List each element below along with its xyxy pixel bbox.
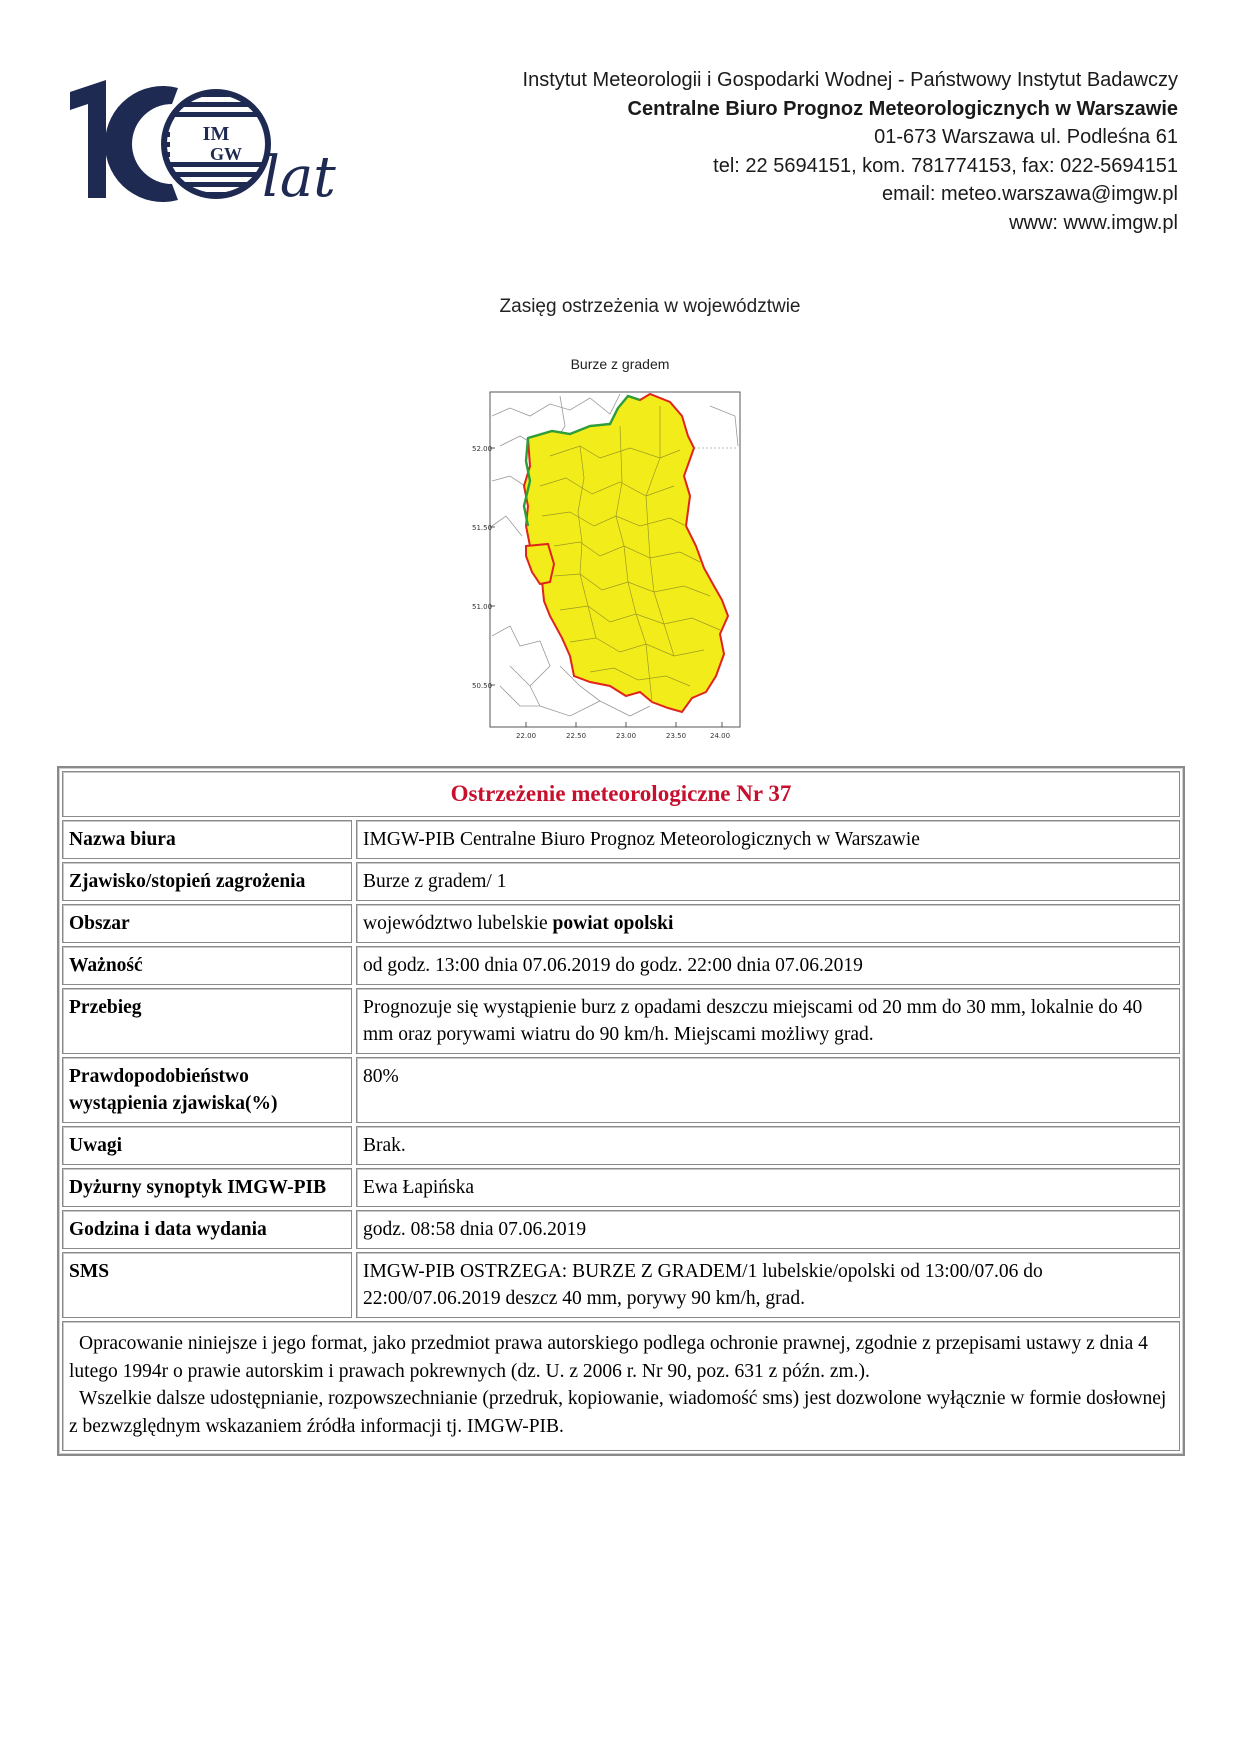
x-tick-label: 22.50: [566, 732, 587, 740]
row-label-forecaster: Dyżurny synoptyk IMGW-PIB: [62, 1168, 352, 1207]
table-row: [62, 904, 1180, 943]
warning-table: [57, 766, 1185, 1456]
row-label-course: Przebieg: [62, 988, 352, 1054]
address: 01-673 Warszawa ul. Podleśna 61: [874, 126, 1178, 148]
redistribution-paragraph: Wszelkie dalsze udostępnianie, rozpowszechnianie (przedruk, kopiowanie, wiadomość sms) jest dozwolone wyłącznie w formie dosłownej z bezwzględnym wskazaniem źródła informacji tj. IMGW-PIB.: [69, 1388, 1167, 1437]
row-value-area: [356, 904, 1180, 943]
institute-contact-block: [418, 66, 1178, 237]
voivodeship-map: [470, 386, 770, 756]
x-tick-label: 24.00: [710, 732, 731, 740]
map-title: Burze z gradem: [570, 356, 670, 372]
row-value-sms: IMGW-PIB OSTRZEGA: BURZE Z GRADEM/1 lubelskie/opolski od 13:00/07.06 do 22:00/07.06.2019 deszcz 40 mm, porywy 90 km/h, grad.: [356, 1252, 1180, 1318]
y-tick-label: 51.50: [472, 524, 493, 532]
table-row: [62, 862, 1180, 901]
bureau-name: Centralne Biuro Prognoz Meteorologicznych w Warszawie: [627, 97, 1178, 120]
phone: tel: 22 5694151, kom. 781774153, fax: 022-5694151: [713, 154, 1178, 177]
row-label-probability: Prawdopodobieństwo wystąpienia zjawiska(%): [62, 1057, 352, 1123]
row-label-phenomenon: Zjawisko/stopień zagrożenia: [62, 862, 352, 901]
imgw-100-lat-logo: [66, 78, 376, 218]
y-tick-label: 50.50: [472, 682, 493, 690]
row-label-remarks: Uwagi: [62, 1126, 352, 1165]
warning-title: Ostrzeżenie meteorologiczne Nr 37: [62, 771, 1180, 817]
logo-brand-top: IM: [202, 123, 230, 145]
copyright-paragraph: Opracowanie niniejsze i jego format, jako przedmiot prawa autorskiego podlega ochronie prawnej, zgodnie z przepisami ustawy z dnia 4 lutego 1994r o prawie autorskim i prawach pokrewnych (dz. U. z 2006 r. Nr 90, poz. 631 z późn. zm.).: [69, 1333, 1148, 1382]
area-voivodeship: województwo lubelskie: [363, 913, 553, 934]
table-row: [62, 1168, 1180, 1207]
row-label-issued: Godzina i data wydania: [62, 1210, 352, 1249]
warning-map: [470, 350, 780, 760]
table-row: [62, 1057, 1180, 1123]
table-row: [62, 1210, 1180, 1249]
row-value-forecaster: Ewa Łapińska: [356, 1168, 1180, 1207]
website[interactable]: www: www.imgw.pl: [1009, 211, 1178, 234]
y-tick-label: 52.00: [472, 445, 493, 453]
logo-suffix: lat: [262, 145, 336, 210]
table-row: [62, 1252, 1180, 1318]
row-label-sms: SMS: [62, 1252, 352, 1318]
row-value-issued: godz. 08:58 dnia 07.06.2019: [356, 1210, 1180, 1249]
logo-brand-bottom: GW: [209, 144, 243, 164]
table-row: [62, 820, 1180, 859]
row-value-course: Prognozuje się wystąpienie burz z opadami deszczu miejscami od 20 mm do 30 mm, lokalnie do 40 mm oraz porywami wiatru do 90 km/h. Miejscami możliwy grad.: [356, 988, 1180, 1054]
x-tick-label: 22.00: [516, 732, 537, 740]
row-value-phenomenon: Burze z gradem/ 1: [356, 862, 1180, 901]
row-value-probability: 80%: [356, 1057, 1180, 1123]
row-label-area: Obszar: [62, 904, 352, 943]
x-tick-label: 23.50: [666, 732, 687, 740]
row-value-remarks: Brak.: [356, 1126, 1180, 1165]
institute-name: Instytut Meteorologii i Gospodarki Wodnej - Państwowy Instytut Badawczy: [522, 69, 1178, 91]
row-label-office: Nazwa biura: [62, 820, 352, 859]
logo-digit-one: [70, 80, 106, 198]
table-row: [62, 988, 1180, 1054]
row-value-office: IMGW-PIB Centralne Biuro Prognoz Meteorologicznych w Warszawie: [356, 820, 1180, 859]
row-label-validity: Ważność: [62, 946, 352, 985]
x-tick-label: 23.00: [616, 732, 637, 740]
row-value-validity: od godz. 13:00 dnia 07.06.2019 do godz. 22:00 dnia 07.06.2019: [356, 946, 1180, 985]
table-row: [62, 946, 1180, 985]
email[interactable]: email: meteo.warszawa@imgw.pl: [882, 183, 1178, 205]
map-heading: Zasięg ostrzeżenia w województwie: [499, 296, 801, 317]
y-tick-label: 51.00: [472, 603, 493, 611]
copyright-notice: [62, 1321, 1180, 1451]
area-county: powiat opolski: [552, 913, 674, 934]
table-row: [62, 1126, 1180, 1165]
